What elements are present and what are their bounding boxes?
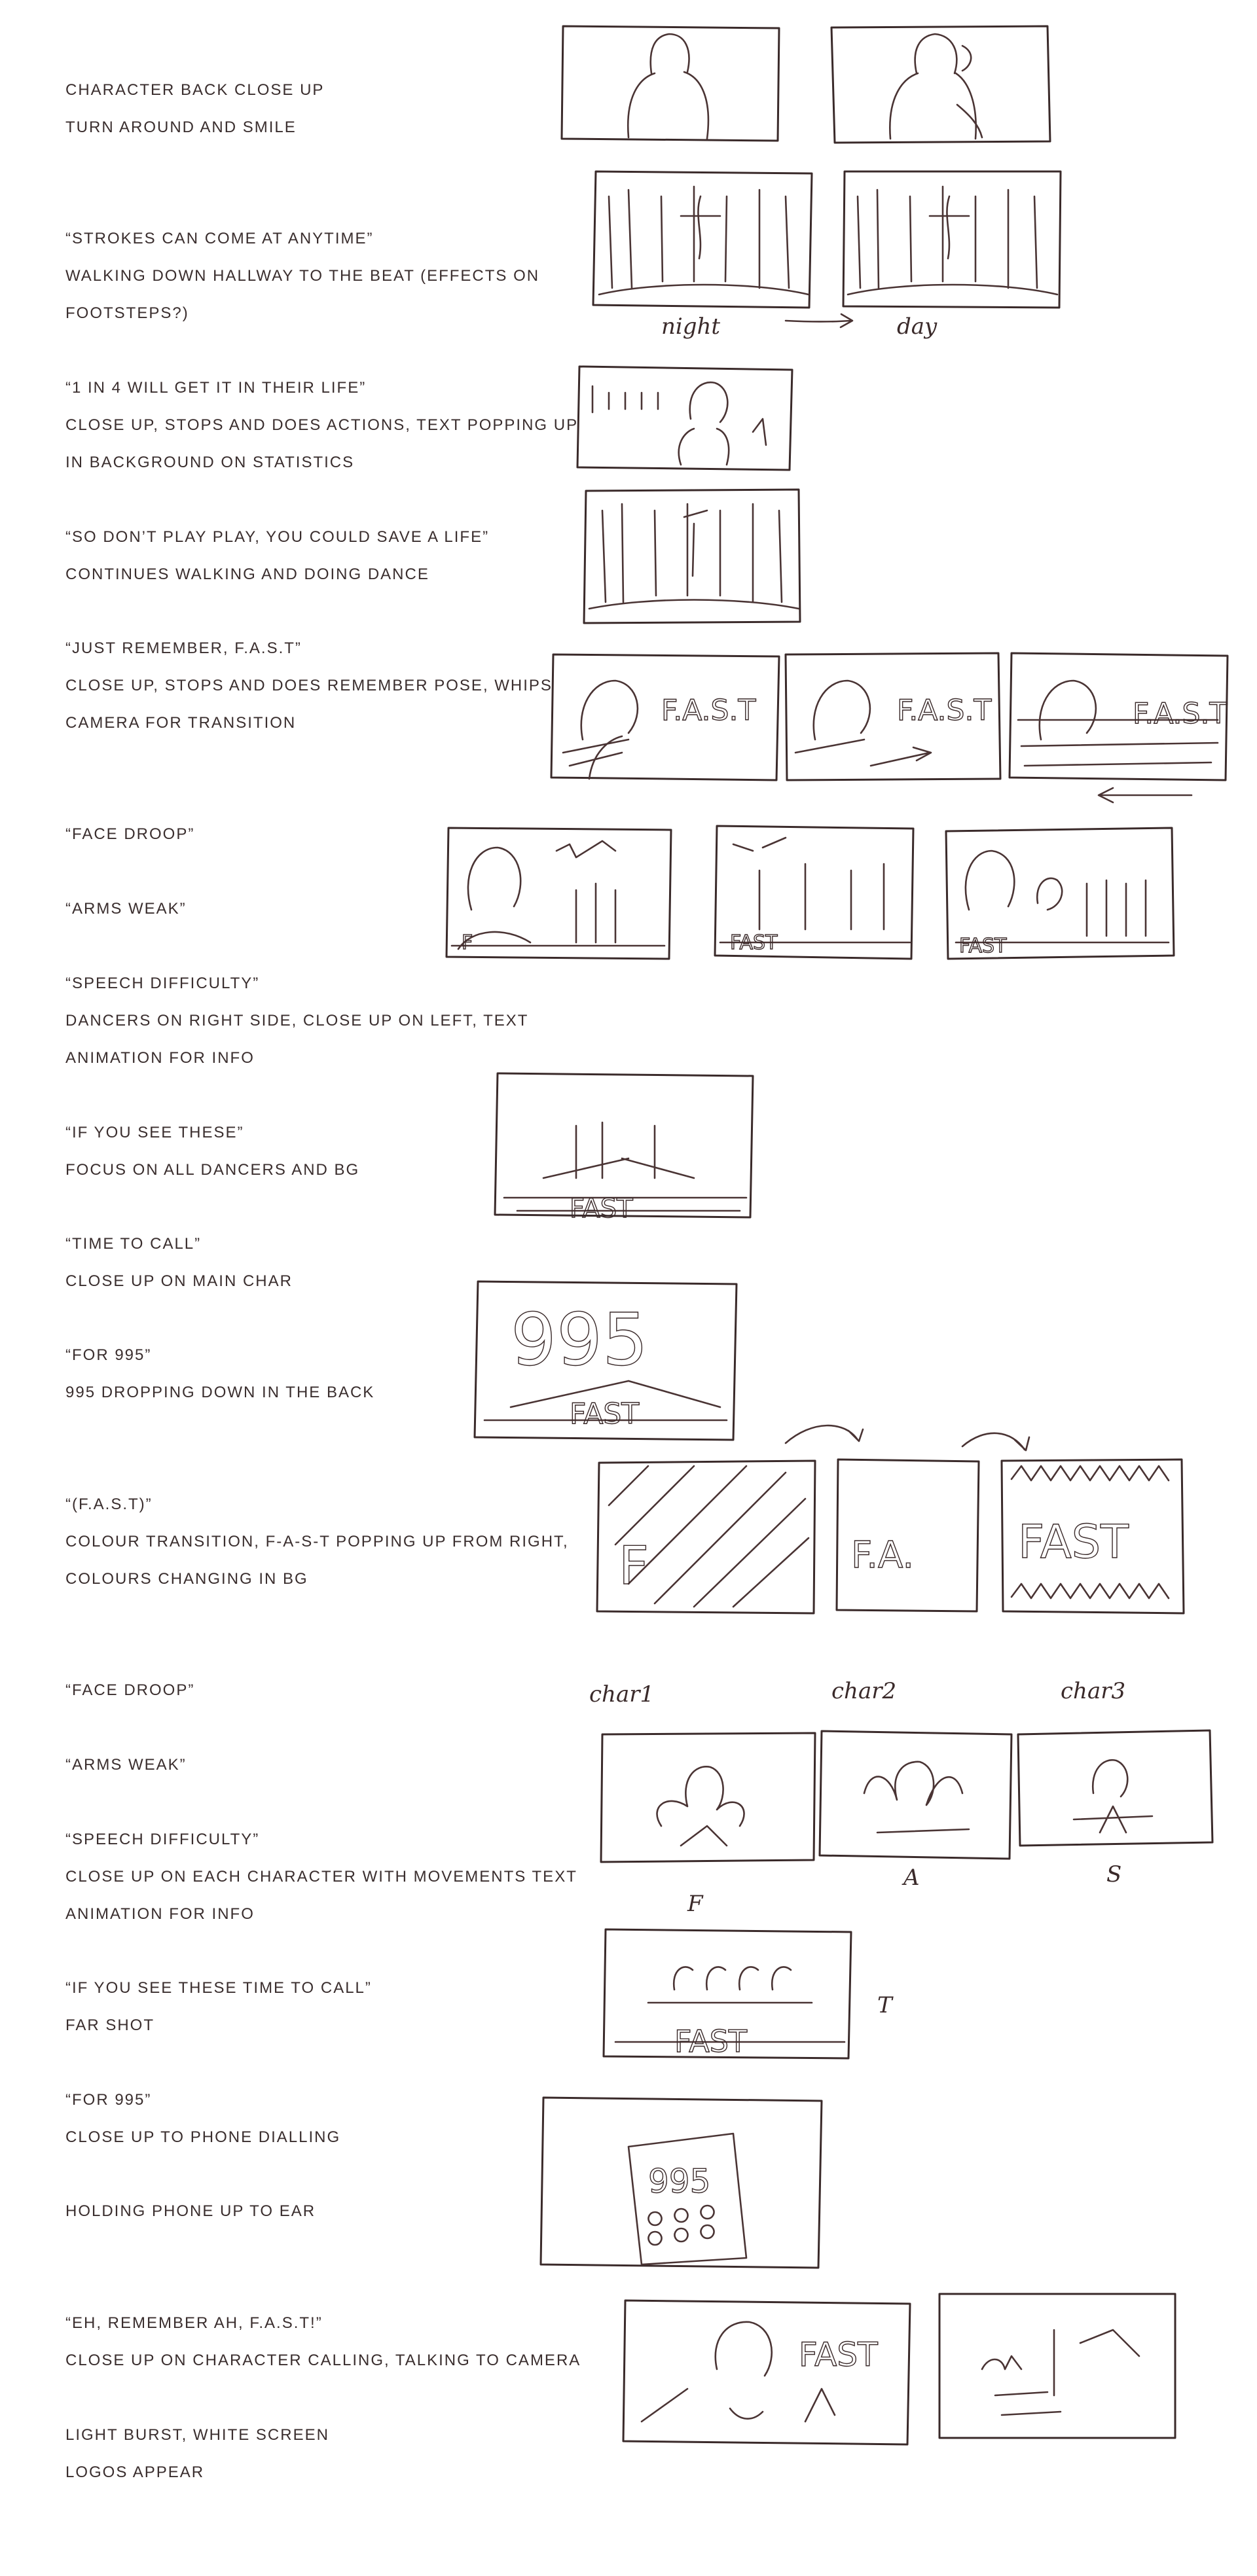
panel-speech-difficulty bbox=[946, 828, 1174, 959]
script-line: “FACE DROOP” bbox=[65, 1681, 195, 1699]
script-line: “1 IN 4 WILL GET IT IN THEIR LIFE” bbox=[65, 379, 367, 397]
panel-995 bbox=[475, 1281, 737, 1440]
script-line: 995 DROPPING DOWN IN THE BACK bbox=[65, 1384, 375, 1401]
script-line: WALKING DOWN HALLWAY TO THE BEAT (EFFECTS ON bbox=[65, 267, 540, 285]
panel-far-shot bbox=[604, 1929, 851, 2059]
script-line: CONTINUES WALKING AND DOING DANCE bbox=[65, 565, 429, 583]
script-line: ANIMATION FOR INFO bbox=[65, 1905, 255, 1923]
script-line: “ARMS WEAK” bbox=[65, 1756, 187, 1774]
sketch-label-day: day bbox=[897, 313, 938, 340]
sketch-label-fast: FAST bbox=[730, 931, 778, 954]
panel-statistics-closeup bbox=[577, 367, 792, 470]
panel-face-droop bbox=[446, 828, 671, 959]
script-line: ANIMATION FOR INFO bbox=[65, 1049, 255, 1067]
script-line: FOCUS ON ALL DANCERS AND BG bbox=[65, 1161, 360, 1179]
sketch-label-f: F bbox=[619, 1535, 649, 1596]
script-line: “FOR 995” bbox=[65, 2091, 152, 2109]
arrow-icon bbox=[786, 1425, 863, 1443]
panel-char3 bbox=[1018, 1730, 1212, 1887]
script-line: “EH, REMEMBER AH, F.A.S.T!” bbox=[65, 2314, 323, 2332]
panel-arms-weak bbox=[715, 826, 913, 959]
sketch-label-fast: FAST bbox=[959, 935, 1007, 957]
sketch-label-fast: FAST bbox=[674, 2024, 748, 2059]
script-line: CLOSE UP TO PHONE DIALLING bbox=[65, 2128, 341, 2146]
panel-all-dancers bbox=[495, 1073, 753, 1224]
script-line: “FOR 995” bbox=[65, 1346, 152, 1364]
panel-char1 bbox=[601, 1733, 815, 1917]
script-line: “SPEECH DIFFICULTY” bbox=[65, 975, 260, 992]
sketch-label-char3: char3 bbox=[1061, 1678, 1126, 1704]
sketch-label-char1: char1 bbox=[589, 1681, 655, 1708]
sketch-label-char2: char2 bbox=[831, 1678, 897, 1704]
script-line: CLOSE UP, STOPS AND DOES REMEMBER POSE, WHIPS bbox=[65, 677, 553, 694]
script-line: “SO DON’T PLAY PLAY, YOU COULD SAVE A LIFE” bbox=[65, 528, 490, 546]
script-line: “(F.A.S.T)” bbox=[65, 1495, 153, 1513]
script-line: “SPEECH DIFFICULTY” bbox=[65, 1831, 260, 1848]
arrow-icon bbox=[962, 1433, 1029, 1450]
sketch-label-fast: FAST bbox=[799, 2336, 878, 2374]
arrow-icon bbox=[786, 314, 852, 327]
script-line: “FACE DROOP” bbox=[65, 825, 195, 843]
script-line: IN BACKGROUND ON STATISTICS bbox=[65, 454, 355, 471]
panel-logos bbox=[939, 2294, 1175, 2438]
panel-hallway-day bbox=[843, 171, 1061, 340]
sketch-label-s: S bbox=[1106, 1861, 1122, 1887]
sketch-label-night: night bbox=[661, 313, 721, 340]
panel-colour-transition-1 bbox=[597, 1461, 815, 1613]
script-line: HOLDING PHONE UP TO EAR bbox=[65, 2202, 316, 2220]
panel-colour-transition-2 bbox=[837, 1459, 979, 1611]
panel-colour-transition-3 bbox=[1002, 1459, 1184, 1613]
sketch-label-f: F bbox=[462, 931, 473, 954]
script-line: CLOSE UP ON CHARACTER CALLING, TALKING TO CAMERA bbox=[65, 2352, 581, 2369]
panel-fast-remember-2 bbox=[786, 653, 1000, 780]
panel-character-calling bbox=[623, 2300, 910, 2444]
script-line: CLOSE UP ON EACH CHARACTER WITH MOVEMENTS TEXT bbox=[65, 1868, 577, 1886]
panel-turn-around bbox=[831, 26, 1050, 143]
script-line: CAMERA FOR TRANSITION bbox=[65, 714, 297, 732]
arrow-icon bbox=[1099, 788, 1192, 802]
sketch-label-t: T bbox=[877, 1992, 892, 2018]
script-line: TURN AROUND AND SMILE bbox=[65, 118, 297, 136]
sketch-label-fast: FAST bbox=[1018, 1515, 1129, 1569]
script-line: COLOUR TRANSITION, F-A-S-T POPPING UP FROM RIGHT, bbox=[65, 1533, 569, 1550]
script-line: CLOSE UP, STOPS AND DOES ACTIONS, TEXT POPPING UP bbox=[65, 416, 579, 434]
script-line: LIGHT BURST, WHITE SCREEN bbox=[65, 2426, 329, 2444]
script-line: “STROKES CAN COME AT ANYTIME” bbox=[65, 230, 374, 247]
script-line: CHARACTER BACK CLOSE UP bbox=[65, 81, 325, 99]
script-line: “ARMS WEAK” bbox=[65, 900, 187, 918]
sketch-label-fa: F.A. bbox=[851, 1534, 915, 1577]
sketch-label-fast: F.A.S.T bbox=[897, 694, 992, 727]
sketch-label-f: F bbox=[687, 1891, 703, 1917]
script-line: CLOSE UP ON MAIN CHAR bbox=[65, 1272, 293, 1290]
panel-fast-remember-1 bbox=[551, 654, 779, 780]
script-line: “JUST REMEMBER, F.A.S.T” bbox=[65, 639, 302, 657]
sketch-label-fast: F.A.S.T bbox=[661, 694, 756, 727]
sketch-label-995: 995 bbox=[511, 1298, 648, 1382]
panel-fast-remember-3 bbox=[1010, 653, 1228, 780]
sketch-label-fast: FAST bbox=[570, 1397, 640, 1431]
script-line: LOGOS APPEAR bbox=[65, 2463, 205, 2481]
panel-hallway-night bbox=[593, 171, 812, 340]
script-line: “IF YOU SEE THESE TIME TO CALL” bbox=[65, 1979, 372, 1997]
script-line: DANCERS ON RIGHT SIDE, CLOSE UP ON LEFT, TEXT bbox=[65, 1012, 529, 1029]
script-line: FAR SHOT bbox=[65, 2016, 155, 2034]
sketch-label-phone-digits: 995 bbox=[648, 2162, 711, 2200]
sketch-label-fast: FAST bbox=[570, 1194, 633, 1224]
script-line: “IF YOU SEE THESE” bbox=[65, 1124, 244, 1141]
script-line: “TIME TO CALL” bbox=[65, 1235, 202, 1253]
panel-back-closeup bbox=[562, 26, 779, 141]
script-line: COLOURS CHANGING IN BG bbox=[65, 1570, 308, 1588]
script-line: FOOTSTEPS?) bbox=[65, 304, 189, 322]
panel-walking-dance bbox=[584, 490, 800, 623]
sketch-label-fast: F.A.S.T bbox=[1133, 697, 1228, 730]
sketch-label-a: A bbox=[903, 1865, 920, 1891]
panel-phone-dialling bbox=[541, 2098, 822, 2268]
panel-char2 bbox=[820, 1731, 1011, 1891]
